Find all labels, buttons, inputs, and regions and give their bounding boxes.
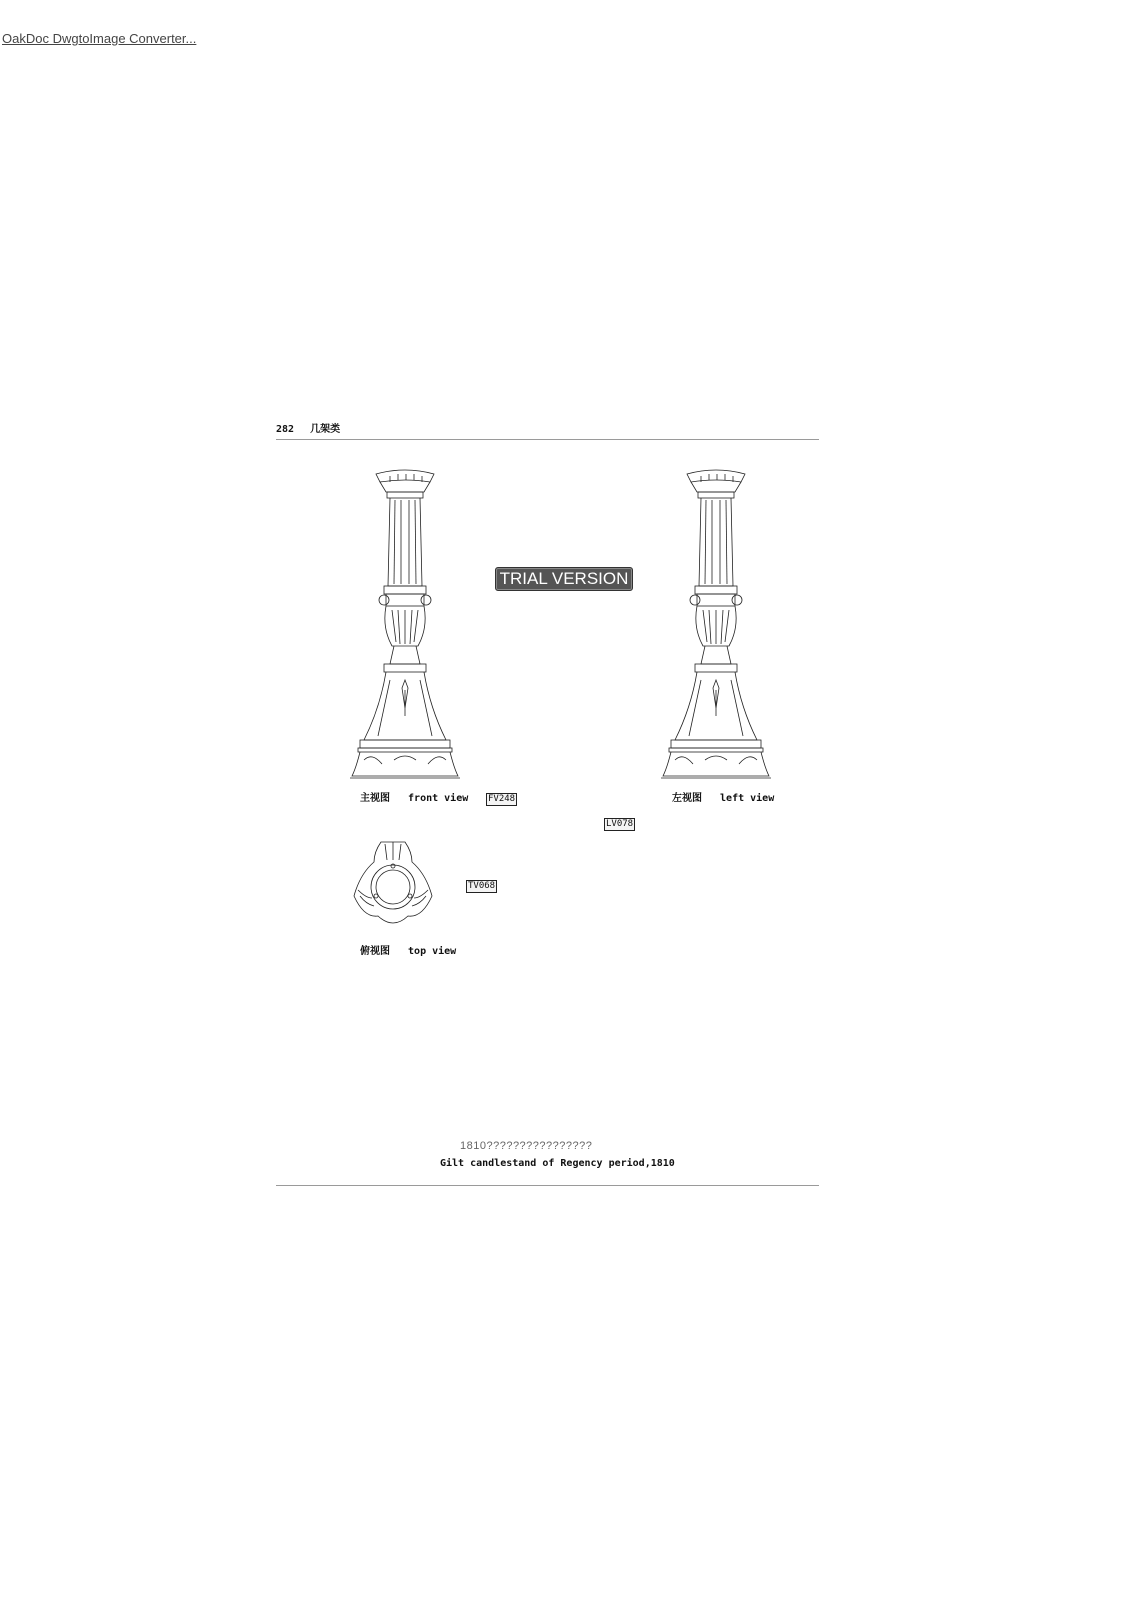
caption-english: Gilt candlestand of Regency period,1810 (440, 1158, 675, 1169)
candlestand-top-drawing (352, 838, 434, 934)
top-view-cn: 俯视图 (360, 946, 390, 957)
top-view-en: top view (408, 946, 457, 957)
candlestand-top-lines (354, 842, 432, 923)
front-view-tag: FV248 (488, 794, 516, 804)
top-view-caption (360, 942, 456, 957)
page-number: 282 (276, 424, 295, 435)
candlestand-front-lines (350, 470, 460, 778)
left-view-caption (672, 789, 774, 804)
trial-version-watermark: TRIAL VERSION (495, 567, 633, 591)
page-header (276, 420, 350, 435)
section-title: 几架类 (310, 424, 341, 435)
caption-garbled: 1810???????????????? (460, 1140, 593, 1152)
app-source-link[interactable]: OakDoc DwgtoImage Converter... (2, 31, 197, 46)
header-rule (276, 439, 819, 440)
top-view-tag: TV068 (468, 881, 496, 891)
front-view-en: front view (408, 793, 469, 804)
left-view-cn: 左视图 (672, 793, 702, 804)
candlestand-front-drawing (350, 468, 460, 782)
candlestand-left-lines (661, 470, 771, 778)
left-view-en: left view (720, 793, 775, 804)
candlestand-left-drawing (661, 468, 771, 782)
front-view-cn: 主视图 (360, 793, 390, 804)
left-view-tag: LV078 (606, 819, 634, 829)
front-view-caption (360, 789, 468, 804)
footer-rule (276, 1185, 819, 1186)
